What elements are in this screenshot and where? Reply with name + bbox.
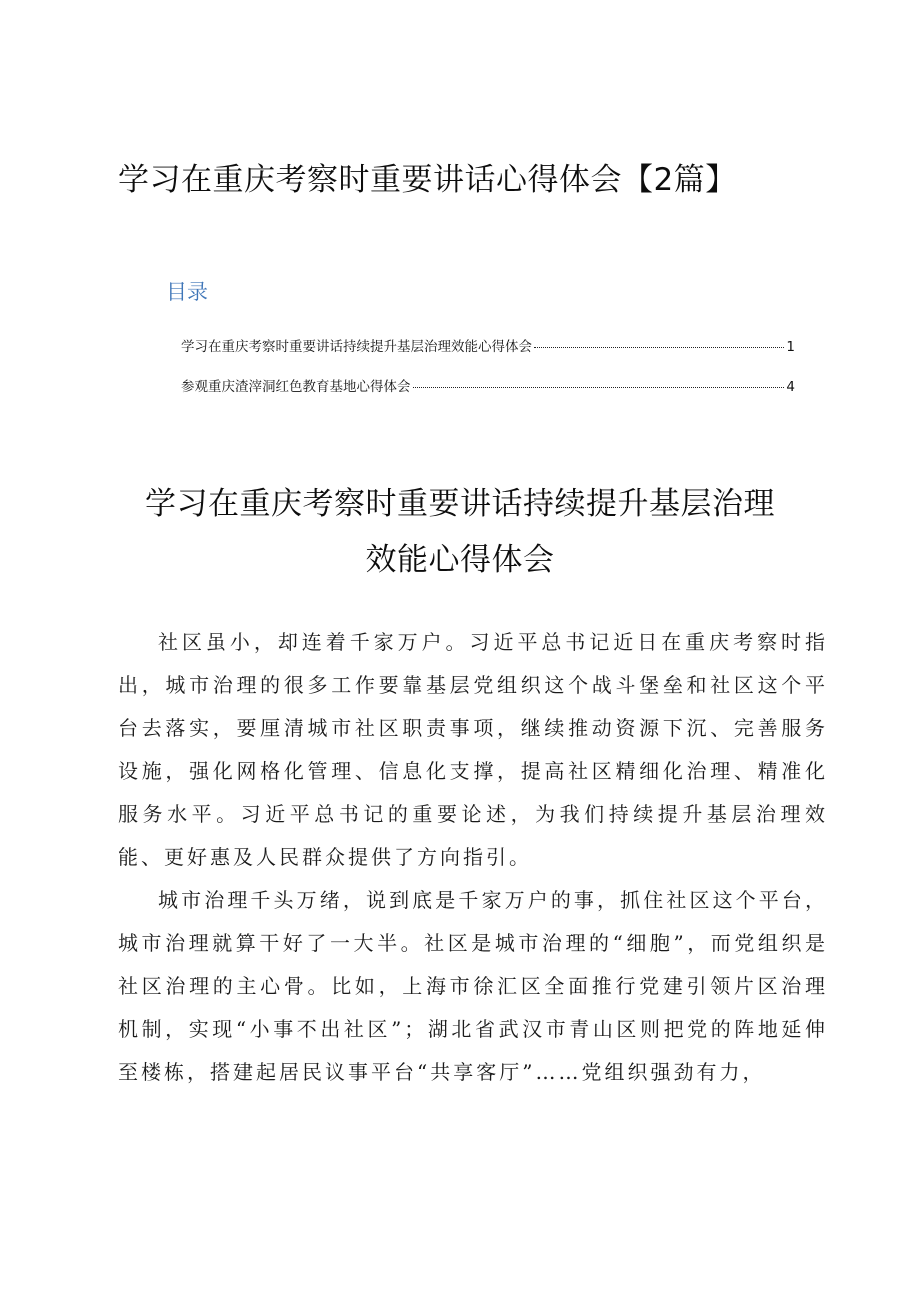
body-paragraph-2: 城市治理千头万绪，说到底是千家万户的事，抓住社区这个平台，城市治理就算干好了一大半。社区是城市治理的“细胞”，而党组织是社区治理的主心骨。比如，上海市徐汇区全面推行党建引领片区治理机制，实现“小事不出社区”；湖北省武汉市青山区则把党的阵地延伸至楼栋，搭建起居民议事平台“共享客厅”……党组织强劲有力， <box>118 888 828 1084</box>
toc-entry-page: 4 <box>786 379 795 395</box>
article-title <box>110 476 810 588</box>
toc-entry[interactable] <box>181 336 795 358</box>
toc-entry-page: 1 <box>786 339 795 355</box>
toc-leader-dots <box>534 347 784 348</box>
toc-entry[interactable] <box>181 376 795 398</box>
article-title-line-2: 效能心得体会 <box>365 542 555 578</box>
toc-heading: 目录 <box>166 280 208 304</box>
toc-entry-label: 参观重庆渣滓洞红色教育基地心得体会 <box>181 379 411 395</box>
toc-entry-label: 学习在重庆考察时重要讲话持续提升基层治理效能心得体会 <box>181 339 532 355</box>
toc-leader-dots <box>413 387 785 388</box>
document-title: 学习在重庆考察时重要讲话心得体会【2篇】 <box>118 162 737 198</box>
article-title-line-1: 学习在重庆考察时重要讲话持续提升基层治理 <box>145 486 775 522</box>
body-paragraph-1: 社区虽小，却连着千家万户。习近平总书记近日在重庆考察时指出，城市治理的很多工作要靠基层党组织这个战斗堡垒和社区这个平台去落实，要厘清城市社区职责事项，继续推动资源下沉、完善服务设施，强化网格化管理、信息化支撑，提高社区精细化治理、精准化服务水平。习近平总书记的重要论述，为我们持续提升基层治理效能、更好惠及人民群众提供了方向指引。 <box>118 630 828 869</box>
